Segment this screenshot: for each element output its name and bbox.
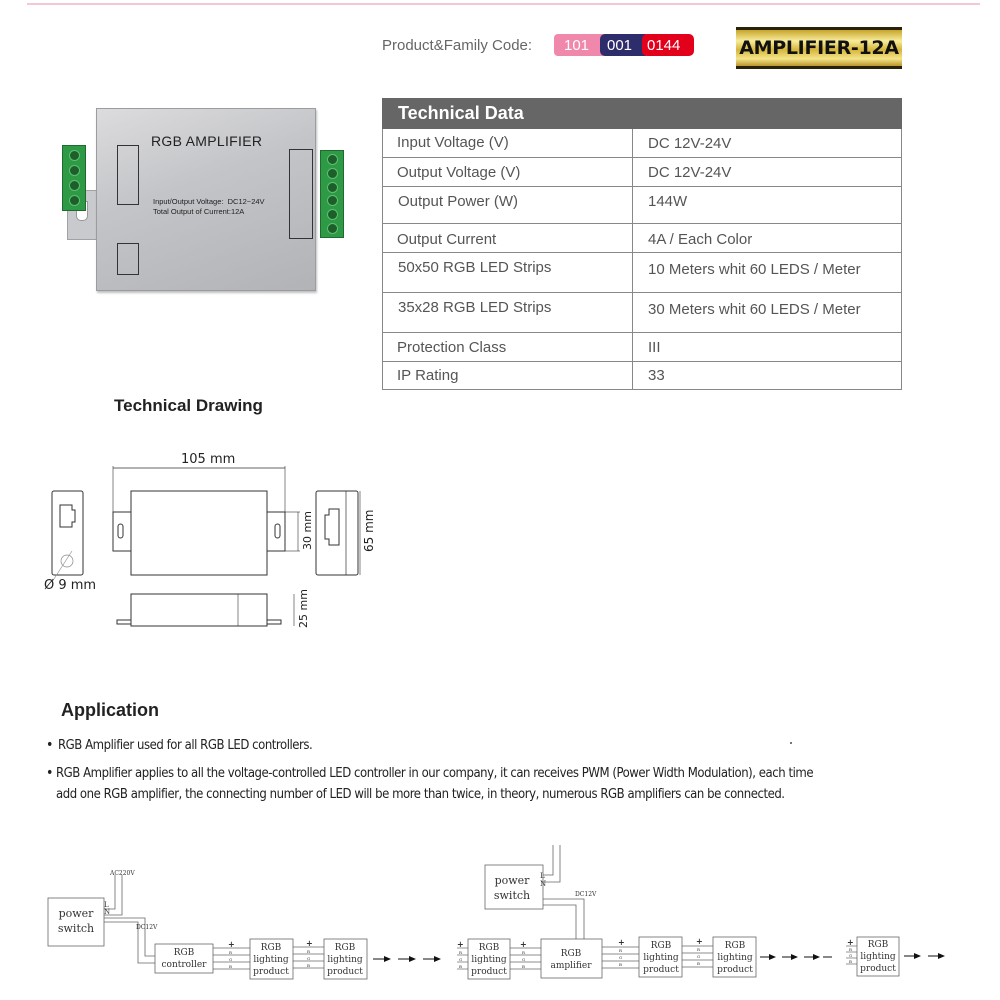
row-label: 50x50 RGB LED Strips xyxy=(383,253,633,293)
amplifier-case xyxy=(96,108,316,291)
dimension-width: 65 mm xyxy=(362,509,376,552)
application-bullet: • RGB Amplifier applies to all the voltage-controlled LED controller in our company, it can receives PWM (Power Width Modulation), each time add one RGB amplifier, the connecting number of LED will be more than twice, in theory, numerous RGB amplifiers can be connected. xyxy=(45,763,835,806)
row-value: 4A / Each Color xyxy=(633,224,902,253)
row-label: 35x28 RGB LED Strips xyxy=(383,293,633,333)
svg-text:N: N xyxy=(104,908,111,916)
row-label: IP Rating xyxy=(383,362,633,390)
row-label: Output Voltage (V) xyxy=(383,158,633,187)
product-family-code-label: Product&Family Code: xyxy=(382,37,533,54)
svg-text:B: B xyxy=(697,961,700,966)
svg-text:RGB: RGB xyxy=(650,941,672,951)
table-row xyxy=(383,187,902,224)
svg-text:G: G xyxy=(229,957,233,962)
svg-text:R: R xyxy=(459,950,463,955)
svg-text:lighting: lighting xyxy=(860,952,896,962)
ac-voltage-label: AC220V xyxy=(110,870,135,877)
amplifier-label-2: amplifier xyxy=(550,961,592,971)
controller-label-2: controller xyxy=(161,960,207,970)
technical-data-title: Technical Data xyxy=(383,99,902,129)
output-pin-label-box xyxy=(289,149,313,239)
input-pin-label-box xyxy=(117,145,139,205)
svg-text:+: + xyxy=(696,936,703,946)
dimension-height: 25 mm xyxy=(297,589,310,628)
svg-text:product: product xyxy=(327,967,363,977)
row-value: DC 12V-24V xyxy=(633,129,902,158)
svg-text:RGB: RGB xyxy=(478,943,500,953)
svg-text:+: + xyxy=(457,939,464,949)
power-switch-label-1: power xyxy=(58,907,94,920)
svg-text:L: L xyxy=(104,901,109,909)
model-name-plate: AMPLIFIER-12A xyxy=(736,27,902,69)
svg-text:L: L xyxy=(540,872,545,880)
code-segment-3: 0144 xyxy=(642,34,694,56)
dc-voltage-label-mid: DC12V xyxy=(575,891,597,898)
row-value: 33 xyxy=(633,362,902,390)
wiring-diagram xyxy=(0,840,1000,1000)
svg-text:RGB: RGB xyxy=(724,941,746,951)
svg-text:B: B xyxy=(522,964,525,969)
svg-text:G: G xyxy=(697,954,701,959)
svg-text:RGB: RGB xyxy=(867,940,889,950)
svg-text:B: B xyxy=(849,959,852,964)
case-spec-line-1: Input/Output Voltage: DC12~24V xyxy=(153,197,265,206)
dimension-length: 105 mm xyxy=(181,452,236,467)
top-divider xyxy=(27,3,980,5)
table-row xyxy=(383,253,902,293)
svg-text:switch: switch xyxy=(493,889,531,902)
svg-text:G: G xyxy=(307,956,311,961)
row-label: Protection Class xyxy=(383,333,633,362)
svg-text:+: + xyxy=(228,939,235,949)
svg-text:G: G xyxy=(522,957,526,962)
technical-drawing-title: Technical Drawing xyxy=(114,396,263,415)
row-value: III xyxy=(633,333,902,362)
technical-drawing xyxy=(0,440,400,640)
svg-text:lighting: lighting xyxy=(253,955,289,965)
svg-text:lighting: lighting xyxy=(327,955,363,965)
output-terminal-block xyxy=(320,150,344,238)
svg-text:+: + xyxy=(847,937,854,947)
svg-text:R: R xyxy=(307,949,311,954)
code-segment-2: 001 xyxy=(600,34,646,56)
svg-text:R: R xyxy=(849,947,853,952)
application-bullet: • RGB Amplifier used for all RGB LED controllers. xyxy=(45,735,835,757)
svg-text:product: product xyxy=(471,967,507,977)
row-label: Output Current xyxy=(383,224,633,253)
table-row xyxy=(383,293,902,333)
stray-dot xyxy=(790,742,792,744)
technical-data-table xyxy=(382,98,902,390)
amplifier-label-1: RGB xyxy=(560,949,582,959)
table-row xyxy=(383,158,902,187)
svg-text:B: B xyxy=(307,963,310,968)
row-label: Input Voltage (V) xyxy=(383,129,633,158)
svg-text:B: B xyxy=(459,964,462,969)
svg-text:G: G xyxy=(619,955,623,960)
application-list xyxy=(45,735,835,806)
power-switch-label-2: switch xyxy=(57,922,95,935)
svg-text:RGB: RGB xyxy=(260,943,282,953)
svg-text:R: R xyxy=(619,948,623,953)
application-title: Application xyxy=(61,700,159,720)
svg-text:power: power xyxy=(494,874,530,887)
svg-text:+: + xyxy=(306,938,313,948)
case-title: RGB AMPLIFIER xyxy=(151,133,263,149)
svg-text:R: R xyxy=(229,950,233,955)
input-terminal-block xyxy=(62,145,86,211)
svg-text:R: R xyxy=(697,947,701,952)
product-photo xyxy=(62,100,352,300)
svg-text:lighting: lighting xyxy=(471,955,507,965)
svg-text:B: B xyxy=(619,962,622,967)
svg-text:R: R xyxy=(522,950,526,955)
svg-text:G: G xyxy=(459,957,463,962)
svg-text:G: G xyxy=(849,953,853,958)
svg-text:B: B xyxy=(229,964,232,969)
dimension-tab-height: 30 mm xyxy=(301,511,314,550)
row-value: 144W xyxy=(633,187,902,224)
row-label: Output Power (W) xyxy=(383,187,633,224)
code-segment-1: 101 xyxy=(554,34,612,56)
svg-text:+: + xyxy=(520,939,527,949)
svg-text:+: + xyxy=(618,937,625,947)
table-row xyxy=(383,129,902,158)
svg-text:RGB: RGB xyxy=(334,943,356,953)
svg-text:product: product xyxy=(717,965,753,975)
svg-text:product: product xyxy=(643,965,679,975)
svg-text:product: product xyxy=(860,964,896,974)
svg-text:product: product xyxy=(253,967,289,977)
svg-text:lighting: lighting xyxy=(643,953,679,963)
svg-text:lighting: lighting xyxy=(717,953,753,963)
dc-voltage-label-left: DC12V xyxy=(136,924,158,931)
row-value: DC 12V-24V xyxy=(633,158,902,187)
case-spec-line-2: Total Output of Current:12A xyxy=(153,207,245,216)
row-value: 10 Meters whit 60 LEDS / Meter xyxy=(633,253,902,293)
dimension-hole: Ø 9 mm xyxy=(44,578,97,593)
controller-label-1: RGB xyxy=(173,948,195,958)
power-jack-label-box xyxy=(117,243,139,275)
row-value: 30 Meters whit 60 LEDS / Meter xyxy=(633,293,902,333)
table-row xyxy=(383,224,902,253)
table-row xyxy=(383,333,902,362)
table-row xyxy=(383,362,902,390)
svg-text:N: N xyxy=(540,880,547,888)
